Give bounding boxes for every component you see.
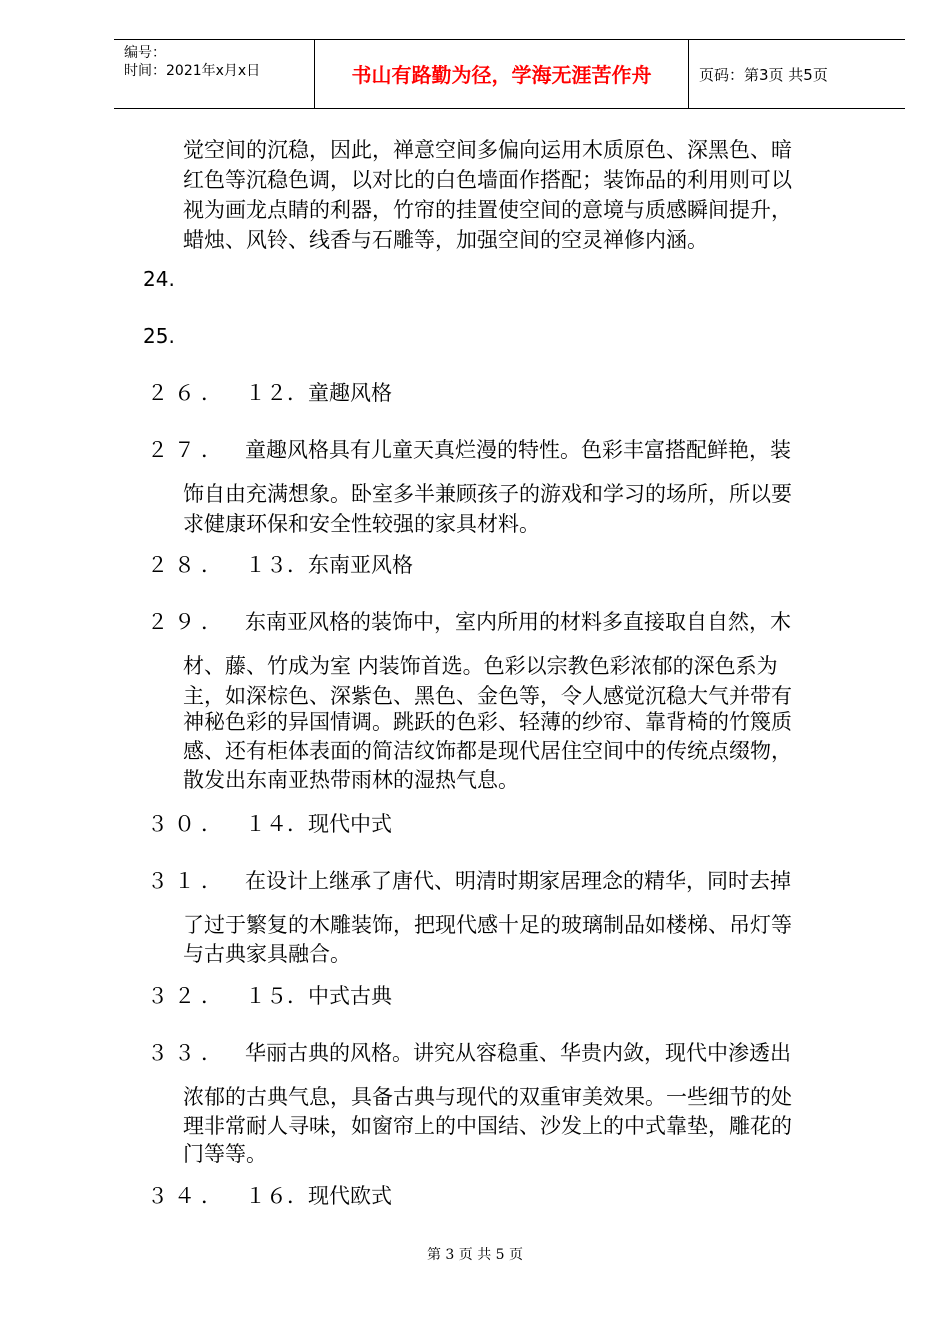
header-motto-cell [315,40,689,108]
section-heading: １５．中式古典 [245,984,392,1008]
item-number: ３０． [147,812,228,836]
item-number: ３１． [147,869,228,893]
paragraph-first-line: 华丽古典的风格。讲究从容稳重、华贵内敛，现代中渗透出 [245,1041,791,1065]
item-number: 24. [143,267,175,291]
item-number: ２９． [147,610,228,634]
paragraph-first-line: 东南亚风格的装饰中，室内所用的材料多直接取自自然，木 [245,610,791,634]
paragraph-line: 理非常耐人寻味，如窗帘上的中国结、沙发上的中式靠垫，雕花的 [183,1114,792,1138]
paragraph-line: 了过于繁复的木雕装饰，把现代感十足的玻璃制品如楼梯、吊灯等 [183,913,792,937]
intro-line: 觉空间的沉稳，因此，禅意空间多偏向运用木质原色、深黑色、暗 [183,138,792,162]
section-heading: １３．东南亚风格 [245,553,413,577]
time-label: 时间：2021年x月x日 [124,63,261,79]
motto: 书山有路勤为径，学海无涯苦作舟 [351,63,652,87]
paragraph-first-line: 童趣风格具有儿童天真烂漫的特性。色彩丰富搭配鲜艳，装 [245,438,791,462]
header-page-cell [689,40,905,108]
header-page-info: 页码：第3页 共5页 [699,66,828,84]
paragraph-line: 与古典家具融合。 [183,942,351,966]
paragraph-line: 求健康环保和安全性较强的家具材料。 [183,512,540,536]
item-number: ２６． [147,381,228,405]
paragraph-line: 感、还有柜体表面的简洁纹饰都是现代居住空间中的传统点缀物， [183,739,792,763]
section-heading: １６．现代欧式 [245,1184,392,1208]
paragraph-line: 散发出东南亚热带雨林的湿热气息。 [183,768,519,792]
paragraph-line: 浓郁的古典气息，具备古典与现代的双重审美效果。一些细节的处 [183,1085,792,1109]
page-header [114,39,905,109]
section-heading: １４．现代中式 [245,812,392,836]
item-number: ３３． [147,1041,228,1065]
item-number: ２８． [147,553,228,577]
paragraph-line: 神秘色彩的异国情调。跳跃的色彩、轻薄的纱帘、靠背椅的竹篾质 [183,710,792,734]
intro-line: 视为画龙点睛的利器，竹帘的挂置使空间的意境与质感瞬间提升， [183,198,792,222]
item-number: 25. [143,324,175,348]
paragraph-first-line: 在设计上继承了唐代、明清时期家居理念的精华，同时去掉 [245,869,791,893]
item-number: ３２． [147,984,228,1008]
paragraph-line: 材、藤、竹成为室 内装饰首选。色彩以宗教色彩浓郁的深色系为 [183,654,778,678]
item-number: ２７． [147,438,228,462]
paragraph-line: 主，如深棕色、深紫色、黑色、金色等，令人感觉沉稳大气并带有 [183,684,792,708]
intro-line: 蜡烛、风铃、线香与石雕等，加强空间的空灵禅修内涵。 [183,228,708,252]
intro-line: 红色等沉稳色调，以对比的白色墙面作搭配；装饰品的利用则可以 [183,168,792,192]
header-meta-cell [114,40,315,108]
paragraph-line: 门等等。 [183,1142,267,1166]
item-number: ３４． [147,1184,228,1208]
section-heading: １２．童趣风格 [245,381,392,405]
page-footer: 第 3 页 共 5 页 [426,1247,524,1263]
paragraph-line: 饰自由充满想象。卧室多半兼顾孩子的游戏和学习的场所，所以要 [183,482,792,506]
serial-label: 编号： [124,45,166,61]
